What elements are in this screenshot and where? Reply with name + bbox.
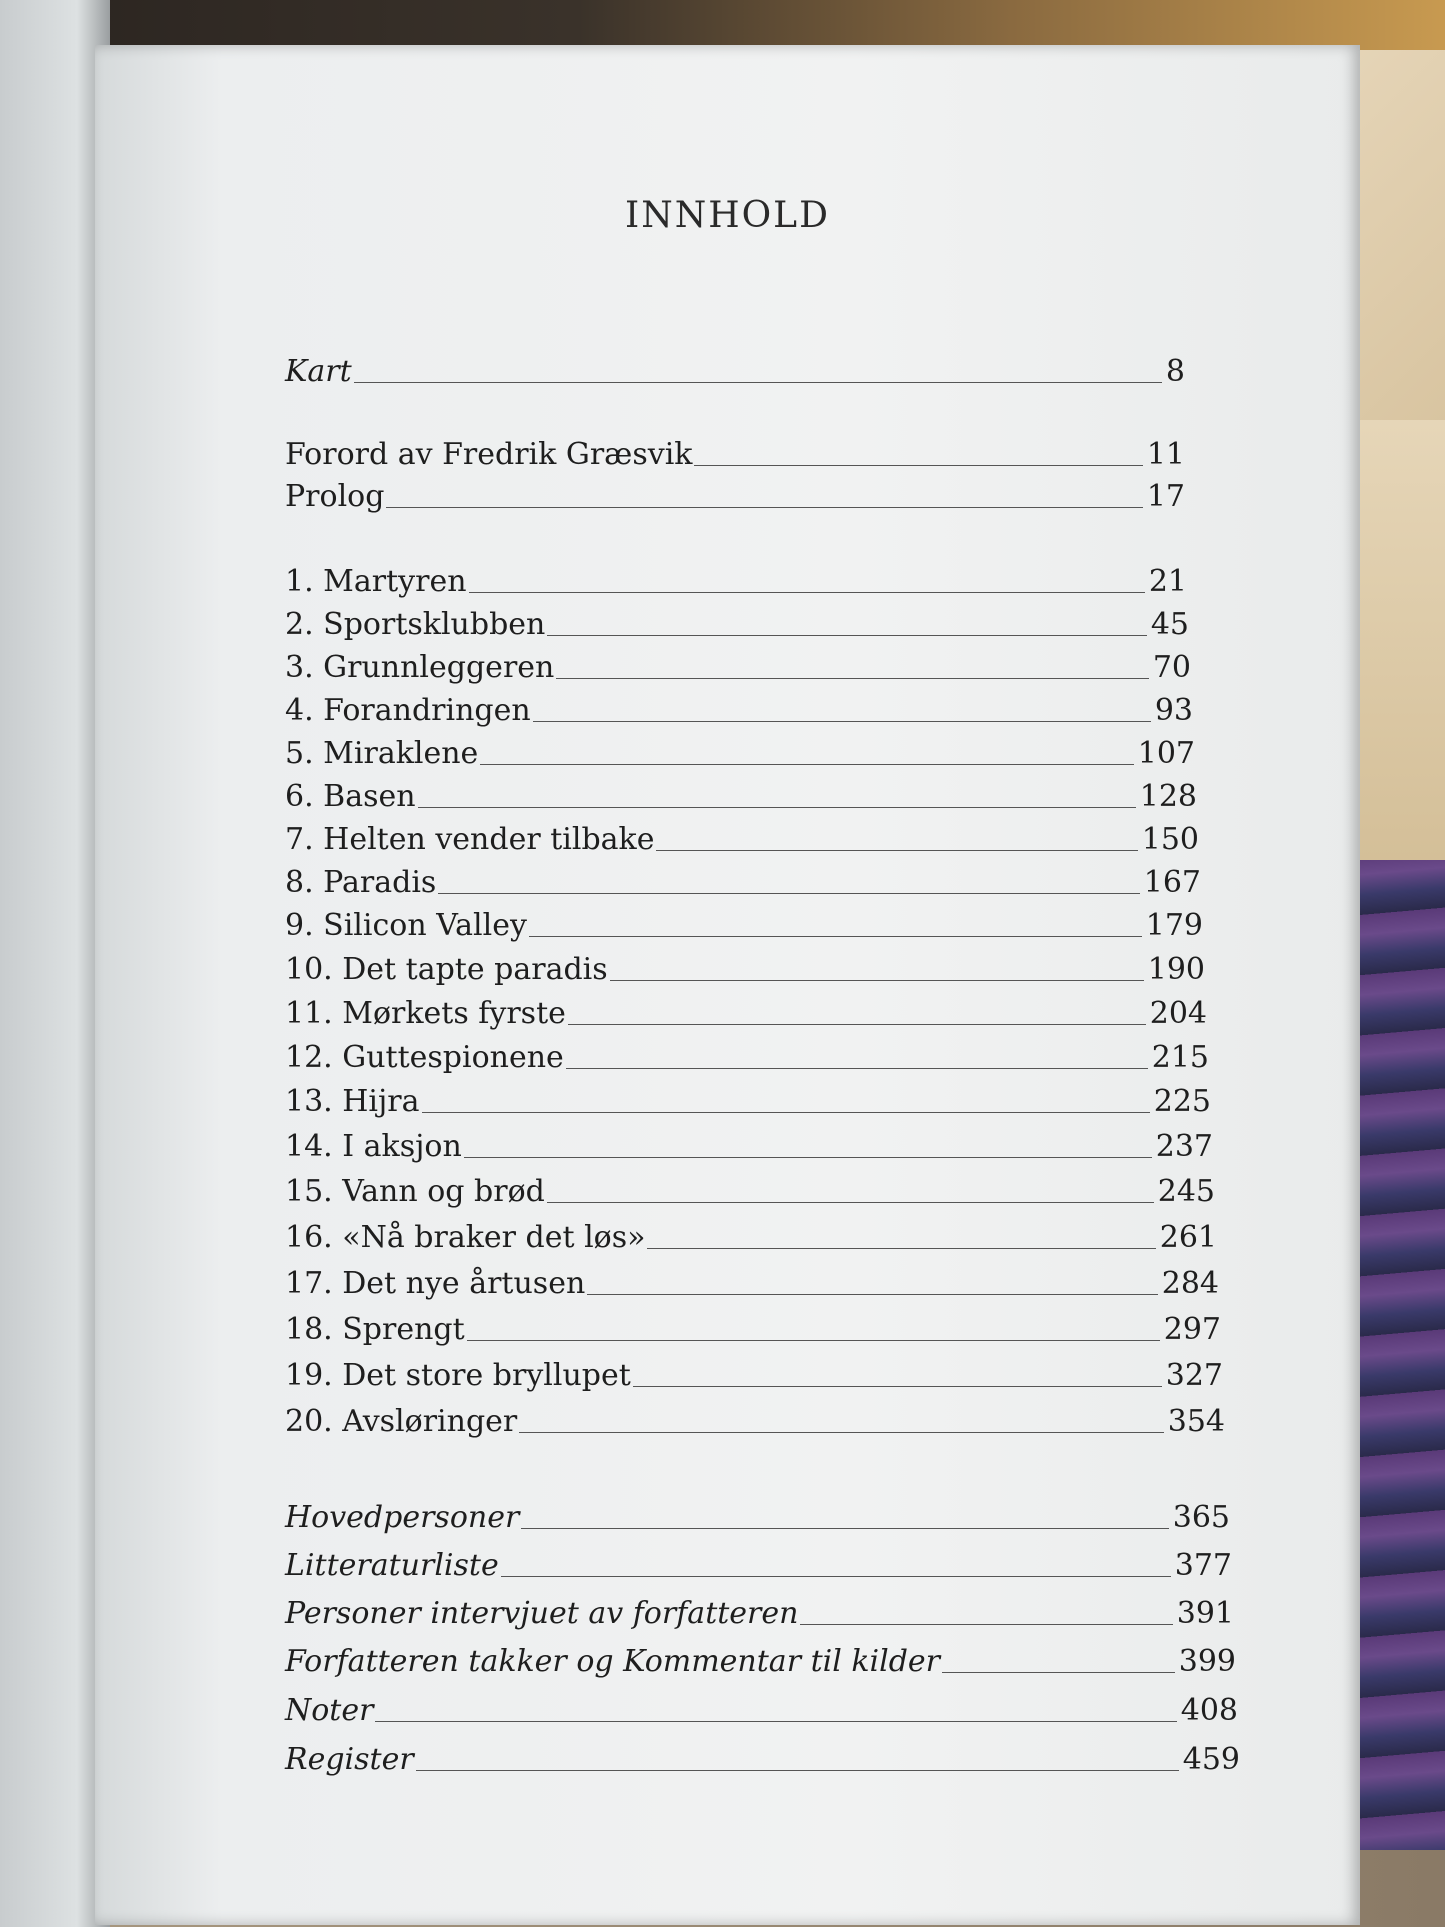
toc-page: 261 bbox=[1159, 1220, 1217, 1255]
toc-page: 179 bbox=[1145, 908, 1203, 943]
leader-line bbox=[656, 850, 1137, 851]
toc-label: 15. Vann og brød bbox=[285, 1174, 545, 1209]
toc-label: 18. Sprengt bbox=[285, 1312, 465, 1347]
leader-line bbox=[694, 465, 1142, 466]
toc-page: 284 bbox=[1161, 1266, 1219, 1301]
toc-chapter bbox=[285, 1220, 1217, 1255]
toc-appendix bbox=[285, 1596, 1234, 1631]
toc-appendix bbox=[285, 1644, 1236, 1679]
toc-entry-kart bbox=[285, 354, 1185, 389]
leader-line bbox=[547, 635, 1146, 636]
toc-page: 459 bbox=[1182, 1742, 1240, 1777]
toc-chapter bbox=[285, 736, 1195, 771]
toc-page: 354 bbox=[1167, 1404, 1225, 1439]
leader-line bbox=[469, 592, 1145, 593]
toc-page: 237 bbox=[1155, 1129, 1213, 1164]
toc-page: 204 bbox=[1149, 996, 1207, 1031]
book-page bbox=[95, 45, 1360, 1925]
toc-chapter bbox=[285, 607, 1189, 642]
toc-chapter bbox=[285, 1084, 1211, 1119]
leader-line bbox=[566, 1068, 1148, 1069]
toc-page: 245 bbox=[1157, 1174, 1215, 1209]
toc-page: 17 bbox=[1146, 479, 1185, 514]
toc-label: 16. «Nå braker det løs» bbox=[285, 1220, 646, 1255]
toc-label: 1. Martyren bbox=[285, 564, 467, 599]
toc-page: 107 bbox=[1137, 736, 1195, 771]
leader-line bbox=[800, 1624, 1172, 1625]
leader-line bbox=[942, 1672, 1175, 1673]
leader-line bbox=[386, 507, 1142, 508]
toc-label: 9. Silicon Valley bbox=[285, 908, 527, 943]
toc-page: 399 bbox=[1178, 1644, 1236, 1679]
toc-page: 128 bbox=[1139, 779, 1197, 814]
leader-line bbox=[633, 1386, 1162, 1387]
leader-line bbox=[375, 1721, 1176, 1722]
toc-label: Personer intervjuet av forfatteren bbox=[285, 1596, 799, 1631]
toc-label: 2. Sportsklubben bbox=[285, 607, 546, 642]
toc-label: Kart bbox=[285, 354, 352, 389]
toc-label: Noter bbox=[285, 1693, 374, 1728]
toc-label: 12. Guttespionene bbox=[285, 1040, 564, 1075]
toc-label: Forfatteren takker og Kommentar til kilder bbox=[285, 1644, 941, 1679]
table-of-contents bbox=[95, 45, 1360, 1925]
toc-chapter bbox=[285, 996, 1207, 1031]
toc-label: 7. Helten vender tilbake bbox=[285, 822, 655, 857]
toc-chapter bbox=[285, 1174, 1215, 1209]
toc-chapter bbox=[285, 1040, 1209, 1075]
toc-label: 14. I aksjon bbox=[285, 1129, 462, 1164]
toc-label: 4. Forandringen bbox=[285, 693, 531, 728]
toc-page: 150 bbox=[1141, 822, 1199, 857]
toc-label: 19. Det store bryllupet bbox=[285, 1358, 631, 1393]
toc-label: Forord av Fredrik Græsvik bbox=[285, 437, 693, 472]
toc-chapter bbox=[285, 1312, 1221, 1347]
toc-page: 408 bbox=[1180, 1693, 1238, 1728]
toc-appendix bbox=[285, 1742, 1240, 1777]
leader-line bbox=[416, 1770, 1179, 1771]
toc-page: 297 bbox=[1163, 1312, 1221, 1347]
toc-label: 8. Paradis bbox=[285, 865, 437, 900]
toc-label: Register bbox=[285, 1742, 414, 1777]
toc-chapter bbox=[285, 1404, 1225, 1439]
leader-line bbox=[647, 1248, 1155, 1249]
leader-line bbox=[464, 1157, 1152, 1158]
toc-chapter bbox=[285, 650, 1191, 685]
leader-line bbox=[521, 1528, 1168, 1529]
leader-line bbox=[587, 1294, 1157, 1295]
toc-page: 70 bbox=[1152, 650, 1191, 685]
toc-entry-forord bbox=[285, 437, 1185, 472]
toc-label: 17. Det nye årtusen bbox=[285, 1266, 586, 1301]
toc-chapter bbox=[285, 1266, 1219, 1301]
toc-chapter bbox=[285, 1129, 1213, 1164]
toc-label: 13. Hijra bbox=[285, 1084, 420, 1119]
toc-chapter bbox=[285, 779, 1197, 814]
toc-label: 6. Basen bbox=[285, 779, 416, 814]
leader-line bbox=[547, 1202, 1154, 1203]
toc-label: 11. Mørkets fyrste bbox=[285, 996, 566, 1031]
toc-chapter bbox=[285, 865, 1201, 900]
toc-appendix bbox=[285, 1500, 1230, 1535]
toc-page: 11 bbox=[1146, 437, 1185, 472]
toc-page: 190 bbox=[1147, 952, 1205, 987]
toc-label: Prolog bbox=[285, 479, 385, 514]
toc-label: 20. Avsløringer bbox=[285, 1404, 518, 1439]
leader-line bbox=[533, 721, 1151, 722]
toc-page: 8 bbox=[1165, 354, 1185, 389]
toc-page: 215 bbox=[1151, 1040, 1209, 1075]
toc-chapter bbox=[285, 952, 1205, 987]
toc-page: 167 bbox=[1143, 865, 1201, 900]
toc-chapter bbox=[285, 822, 1199, 857]
toc-entry-prolog bbox=[285, 479, 1185, 514]
toc-chapter bbox=[285, 908, 1203, 943]
toc-label: Litteraturliste bbox=[285, 1548, 499, 1583]
toc-page: 21 bbox=[1148, 564, 1187, 599]
toc-page: 365 bbox=[1172, 1500, 1230, 1535]
leader-line bbox=[480, 764, 1133, 765]
toc-page: 225 bbox=[1153, 1084, 1211, 1119]
toc-appendix bbox=[285, 1548, 1232, 1583]
toc-label: 3. Grunnleggeren bbox=[285, 650, 555, 685]
toc-label: 10. Det tapte paradis bbox=[285, 952, 608, 987]
leader-line bbox=[438, 893, 1139, 894]
toc-page: 391 bbox=[1176, 1596, 1234, 1631]
leader-line bbox=[568, 1024, 1146, 1025]
leader-line bbox=[501, 1576, 1171, 1577]
leader-line bbox=[467, 1340, 1160, 1341]
toc-page: 93 bbox=[1154, 693, 1193, 728]
toc-chapter bbox=[285, 1358, 1223, 1393]
toc-label: Hovedpersoner bbox=[285, 1500, 520, 1535]
leader-line bbox=[354, 382, 1162, 383]
toc-label: 5. Miraklene bbox=[285, 736, 479, 771]
leader-line bbox=[610, 980, 1144, 981]
toc-chapter bbox=[285, 564, 1187, 599]
toc-appendix bbox=[285, 1693, 1238, 1728]
toc-page: 45 bbox=[1150, 607, 1189, 642]
toc-page: 377 bbox=[1174, 1548, 1232, 1583]
facing-page bbox=[0, 0, 110, 1927]
leader-line bbox=[422, 1112, 1150, 1113]
leader-line bbox=[519, 1432, 1163, 1433]
leader-line bbox=[529, 936, 1142, 937]
toc-chapter bbox=[285, 693, 1193, 728]
page-title: INNHOLD bbox=[625, 195, 830, 236]
leader-line bbox=[418, 807, 1136, 808]
leader-line bbox=[556, 678, 1148, 679]
toc-page: 327 bbox=[1165, 1358, 1223, 1393]
